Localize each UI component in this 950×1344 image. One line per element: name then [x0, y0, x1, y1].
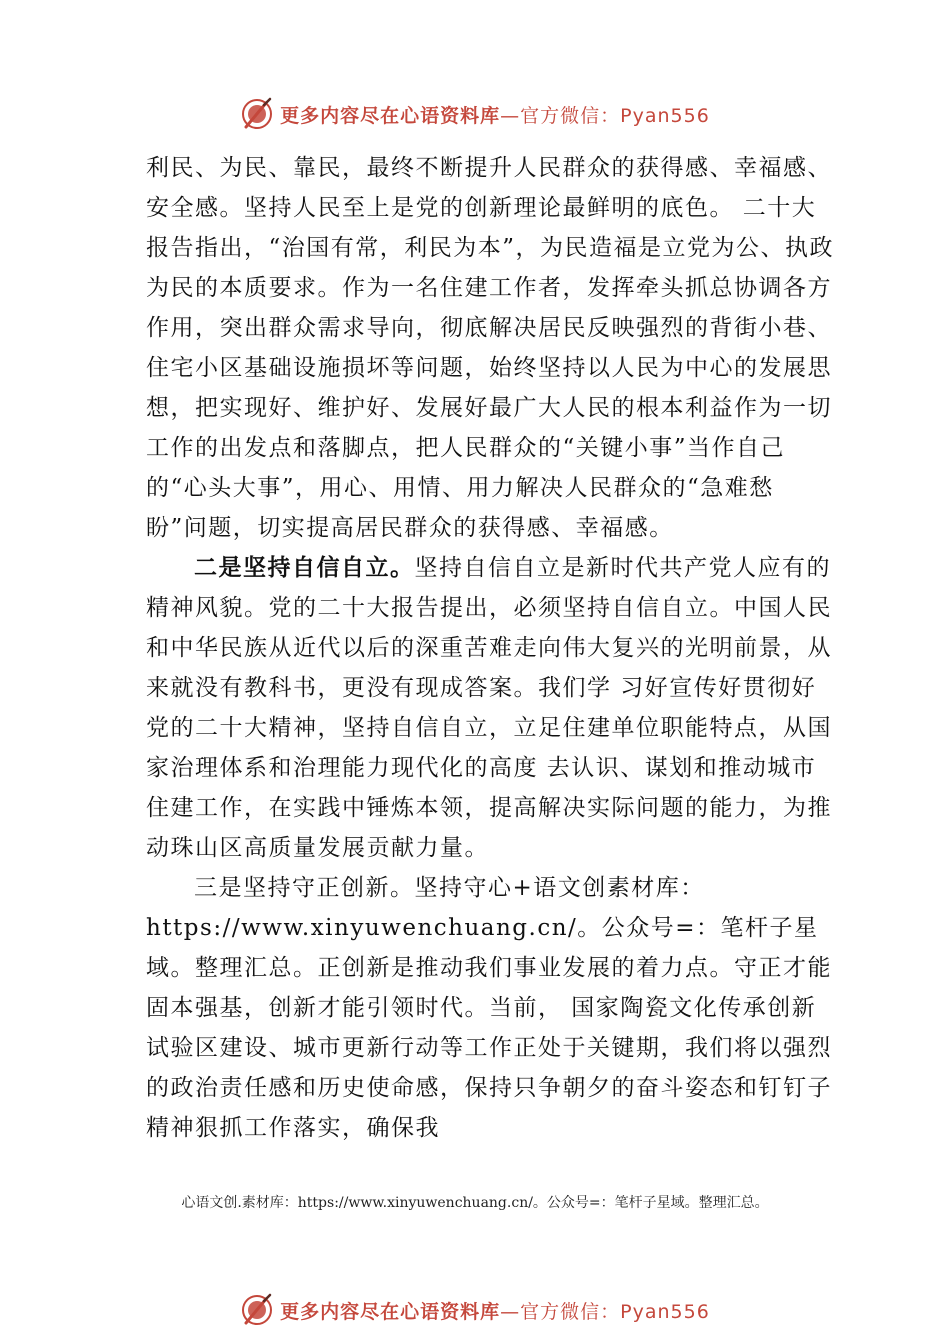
- document-body: [146, 148, 836, 1148]
- banner-title: 更多内容尽在心语资料库: [280, 1300, 501, 1323]
- paragraph-2-heading: 二是坚持自信自立。: [194, 554, 415, 581]
- paragraph-3: 三是坚持守正创新。坚持守心+语文创素材库：https://www.xinyuwenchuang.cn/。公众号=：笔杆子星域。整理汇总。正创新是推动我们事业发展的着力点。守正才能固本强基，创新才能引领时代。当前， 国家陶瓷文化传承创新试验区建设、城市更新行动等工作正处于关键期，我们将以强烈的政治责任感和历史使命感，保持只争朝夕的奋斗姿态和钉钉子精神狠抓工作落实，确保我: [146, 875, 832, 1141]
- brush-logo-icon: [240, 97, 274, 131]
- footer-note: 心语文创.素材库：https://www.xinyuwenchuang.cn/。公众号=：笔杆子星域。整理汇总。: [181, 1195, 769, 1211]
- header-banner: [0, 94, 950, 134]
- banner-contact: —官方微信：Pyan556: [500, 1300, 710, 1323]
- paragraph-2-text: 坚持自信自立是新时代共产党人应有的精神风貌。党的二十大报告提出，必须坚持自信自立。中国人民和中华民族从近代以后的深重苦难走向伟大复兴的光明前景，从来就没有教科书，更没有现成答案。我们学 习好宣传好贯彻好党的二十大精神，坚持自信自立，立足住建单位职能特点，从国家治理体系和治理能力现代化的高度 去认识、谋划和推动城市住建工作，在实践中锤炼本领，提高解决实际问题的能力，为推动珠山区高质量发展贡献力量。: [146, 555, 832, 861]
- footer-banner: [0, 1290, 950, 1330]
- paragraph-1: 利民、为民、靠民，最终不断提升人民群众的获得感、幸福感、安全感。坚持人民至上是党的创新理论最鲜明的底色。 二十大报告指出，“治国有常，利民为本”，为民造福是立党为公、执政为民的本质要求。作为一名住建工作者，发挥牵头抓总协调各方作用，突出群众需求导向，彻底解决居民反映强烈的背街小巷、住宅小区基础设施损坏等问题，始终坚持以人民为中心的发展思想，把实现好、维护好、发展好最广大人民的根本利益作为一切工作的出发点和落脚点，把人民群众的“关键小事”当作自己的“心头大事”，用心、用情、用力解决人民群众的“急难愁盼”问题，切实提高居民群众的获得感、幸福感。: [146, 155, 835, 541]
- banner-contact: —官方微信：Pyan556: [500, 104, 710, 127]
- banner-title: 更多内容尽在心语资料库: [280, 104, 501, 127]
- paragraph-2: [146, 548, 836, 868]
- brush-logo-icon: [240, 1293, 274, 1327]
